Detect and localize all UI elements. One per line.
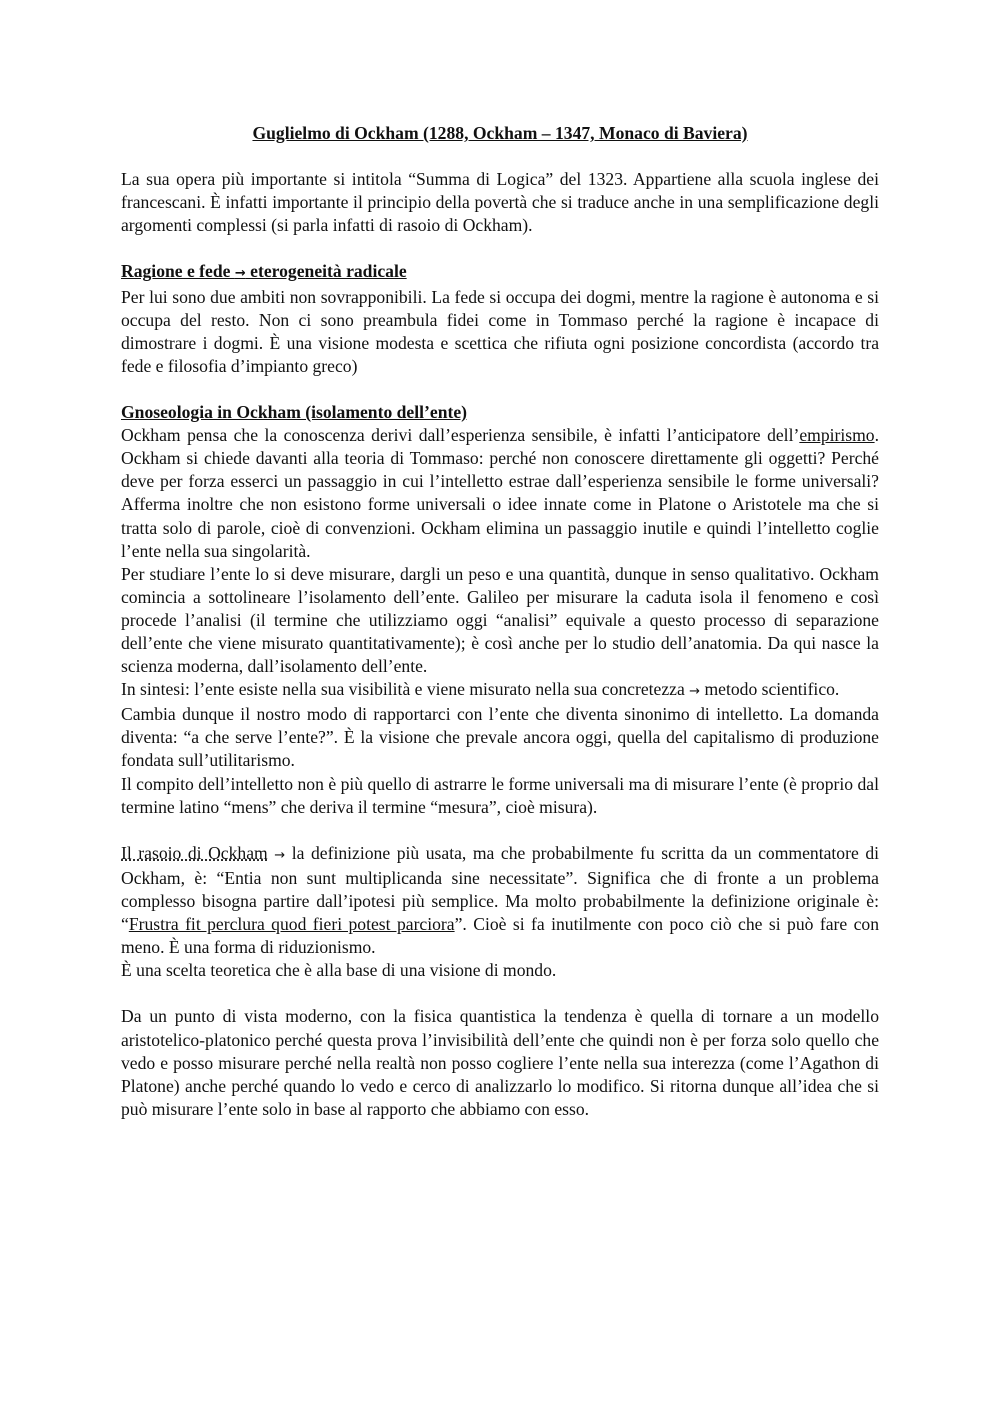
underlined-term: empirismo bbox=[799, 425, 875, 446]
page-title: Guglielmo di Ockham (1288, Ockham – 1347, Monaco di Baviera) bbox=[252, 123, 748, 143]
section-paragraph: Cambia dunque il nostro modo di rapportarci con l’ente che diventa sinonimo di intelletto. La domanda diventa: “a che serve l’ente?”. È la visione che prevale ancora oggi, quella del capitalismo di produzione fondata sull’utilitarismo. bbox=[121, 704, 879, 771]
heading-text: eterogeneità radicale bbox=[245, 261, 407, 282]
section-paragraph: Per lui sono due ambiti non sovrapponibili. La fede si occupa dei dogmi, mentre la ragione è autonoma e si occupa del resto. Non ci sono preambula fidei come in Tommaso perché la ragione è incapace di dimostrare i dogmi. È una visione modesta e scettica che rifiuta ogni posizione concordista (accordo tra fede e filosofia d’impianto greco) bbox=[121, 286, 879, 376]
section-paragraph-rasoio bbox=[121, 842, 879, 959]
text-run: Ockham pensa che la conoscenza derivi dall’esperienza sensibile, è infatti l’anticipatore dell’ bbox=[121, 425, 800, 446]
section-paragraph: È una scelta teoretica che è alla base di una visione di mondo. bbox=[121, 960, 557, 981]
text-run: metodo scientifico. bbox=[700, 679, 840, 700]
text-run: . Ockham si chiede davanti alla teoria di Tommaso: perché non conoscere direttamente gli oggetti? Perché deve per forza esserci un passaggio in cui l’intelletto estrae dall’esperienza sensibile le forme universali? Afferma inoltre che non esistono forme universali o idee innate come in Platone o Aristotele ma che si tratta solo di parole, cioè di convenzioni. Ockham elimina un passaggio inutile e quindi l’intelletto coglie l’ente nella sua singolarità. bbox=[121, 425, 879, 561]
right-arrow-icon: → bbox=[274, 847, 286, 863]
text-run: ”. Cioè si fa inutilmente con poco ciò che si può fare con meno. È una forma di riduzionismo. bbox=[121, 914, 879, 958]
section-paragraph: Per studiare l’ente lo si deve misurare, dargli un peso e una quantità, dunque in senso qualitativo. Ockham comincia a sottolineare l’isolamento dell’ente. Galileo per misurare la caduta isola il fenomeno e così procede l’analisi (il termine che utilizziamo oggi “analisi” equivale a questo processo di separazione dell’ente che viene misurato quantitativamente); è così anche per lo studio dell’anatomia. Da qui nasce la scienza moderna, dall’isolamento dell’ente. bbox=[121, 563, 879, 677]
latin-quote: Frustra fit perclura quod fieri potest parciora bbox=[128, 914, 455, 935]
text-run: la definizione più usata, ma che probabilmente fu scritta da un commentatore di Ockham, è: “Entia non sunt multiplicanda sine necessitate”. Significa che di fronte a un problema complesso bisogna partire dall’ipotesi più semplice. Ma molto probabilmente la definizione originale è: “ bbox=[121, 842, 879, 935]
right-arrow-icon: → bbox=[689, 684, 701, 700]
conclusion-paragraph: Da un punto di vista moderno, con la fisica quantistica la tendenza è quella di tornare a un modello aristotelico-platonico perché questa prova l’invisibilità dell’ente che quindi non è per forza solo quello che vedo e posso misurare perché nella realtà non posso cogliere l’ente nella sua interezza (come l’Agathon di Platone) anche perché quando lo vedo e cerco di analizzarlo lo modifico. Si ritorna dunque all’idea che si può misurare l’ente solo in base al rapporto che abbiamo con esso. bbox=[121, 1006, 879, 1119]
section-heading-gnoseologia: Gnoseologia in Ockham (isolamento dell’ente) bbox=[121, 402, 467, 423]
paragraph-spacer bbox=[121, 819, 879, 842]
section-paragraph bbox=[121, 678, 879, 703]
section-paragraph bbox=[121, 424, 879, 563]
paragraph-spacer bbox=[121, 982, 879, 1005]
right-arrow-icon: → bbox=[234, 266, 246, 282]
section-paragraph: Il compito dell’intelletto non è più quello di astrarre le forme universali ma di misurare l’ente (è proprio dal termine latino “mens” che deriva il termine “mesura”, cioè misura). bbox=[121, 773, 879, 817]
document-page bbox=[121, 122, 879, 1121]
paragraph-spacer bbox=[121, 237, 879, 260]
heading-text: Ragione e fede bbox=[121, 261, 235, 282]
intro-paragraph: La sua opera più importante si intitola “Summa di Logica” del 1323. Appartiene alla scuola inglese dei francescani. È infatti importante il principio della povertà che si traduce anche in una semplificazione degli argomenti complessi (si parla infatti di rasoio di Ockham). bbox=[121, 169, 879, 236]
section-heading-rasoio: Il rasoio di Ockham bbox=[121, 842, 268, 863]
paragraph-spacer bbox=[121, 378, 879, 401]
text-run: In sintesi: l’ente esiste nella sua visibilità e viene misurato nella sua concretezza bbox=[121, 679, 690, 700]
section-heading-ragione-e-fede bbox=[121, 260, 879, 285]
